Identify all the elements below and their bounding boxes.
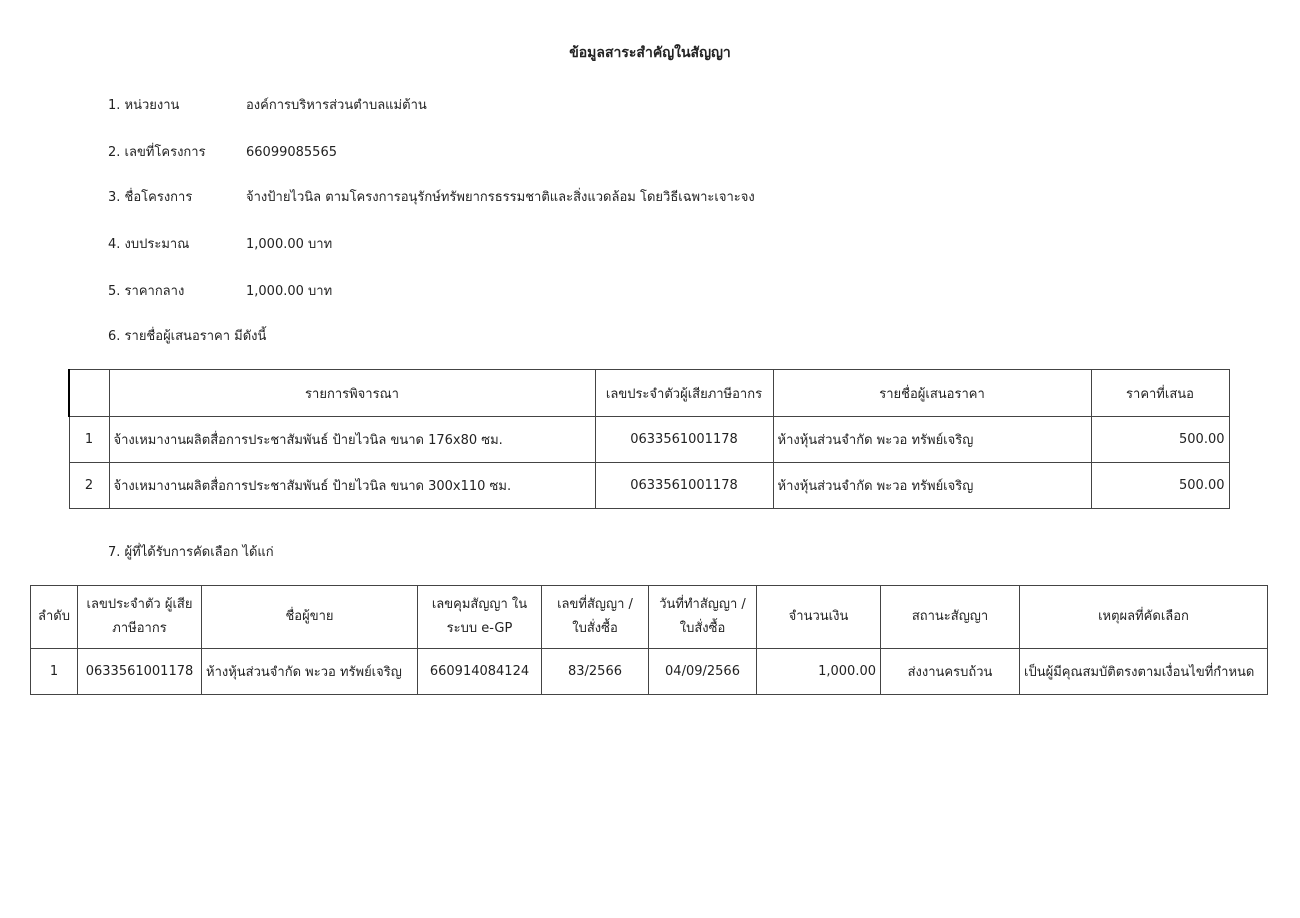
- row-number: 1: [69, 417, 109, 463]
- row-number: 2: [69, 463, 109, 509]
- egp-control-number: 660914084124: [418, 649, 542, 695]
- selection-reason: เป็นผู้มีคุณสมบัติตรงตามเงื่อนไขที่กำหนด: [1020, 649, 1268, 695]
- bidder-name: ห้างหุ้นส่วนจำกัด พะวอ ทรัพย์เจริญ: [773, 463, 1091, 509]
- contract-amount: 1,000.00: [757, 649, 881, 695]
- column-header: เลขประจำตัวผู้เสียภาษีอากร: [595, 370, 773, 417]
- column-header: ราคาที่เสนอ: [1091, 370, 1229, 417]
- winners-section-heading: 7. ผู้ที่ได้รับการคัดเลือก ได้แก่: [108, 545, 274, 560]
- contract-status: ส่งงานครบถ้วน: [881, 649, 1020, 695]
- page-title: ข้อมูลสาระสำคัญในสัญญา: [569, 45, 731, 61]
- offered-price: 500.00: [1091, 463, 1229, 509]
- info-value: 1,000.00 บาท: [246, 237, 333, 252]
- info-value: องค์การบริหารส่วนตำบลแม่ต้าน: [246, 98, 427, 113]
- info-value: จ้างป้ายไวนิล ตามโครงการอนุรักษ์ทรัพยากรธรรมชาติและสิ่งแวดล้อม โดยวิธีเฉพาะเจาะจง: [246, 190, 755, 205]
- column-header: เลขที่สัญญา / ใบสั่งซื้อ: [542, 586, 649, 649]
- column-header: รายการพิจารณา: [109, 370, 595, 417]
- item-description: จ้างเหมางานผลิตสื่อการประชาสัมพันธ์ ป้ายไวนิล ขนาด 300x110 ซม.: [109, 463, 595, 509]
- table-row: [69, 417, 1229, 463]
- table-header-row: [69, 370, 1229, 417]
- info-label: 2. เลขที่โครงการ: [108, 145, 206, 160]
- bidder-name: ห้างหุ้นส่วนจำกัด พะวอ ทรัพย์เจริญ: [773, 417, 1091, 463]
- info-label: 1. หน่วยงาน: [108, 98, 180, 113]
- row-number: 1: [31, 649, 78, 695]
- winners-table: [30, 585, 1268, 695]
- offered-price: 500.00: [1091, 417, 1229, 463]
- column-header: เลขคุมสัญญา ในระบบ e-GP: [418, 586, 542, 649]
- column-header: เหตุผลที่คัดเลือก: [1020, 586, 1268, 649]
- seller-name: ห้างหุ้นส่วนจำกัด พะวอ ทรัพย์เจริญ: [202, 649, 418, 695]
- table-header-row: [31, 586, 1268, 649]
- item-description: จ้างเหมางานผลิตสื่อการประชาสัมพันธ์ ป้ายไวนิล ขนาด 176x80 ซม.: [109, 417, 595, 463]
- info-label: 4. งบประมาณ: [108, 237, 190, 252]
- info-value: 1,000.00 บาท: [246, 284, 333, 299]
- column-header: จำนวนเงิน: [757, 586, 881, 649]
- tax-id: 0633561001178: [595, 417, 773, 463]
- tax-id: 0633561001178: [595, 463, 773, 509]
- bidders-section-heading: 6. รายชื่อผู้เสนอราคา มีดังนี้: [108, 329, 267, 344]
- tax-id: 0633561001178: [78, 649, 202, 695]
- contract-date: 04/09/2566: [649, 649, 757, 695]
- column-header: สถานะสัญญา: [881, 586, 1020, 649]
- bidders-table: [68, 369, 1230, 509]
- info-value: 66099085565: [246, 145, 337, 160]
- column-header: [69, 370, 109, 417]
- column-header: ชื่อผู้ขาย: [202, 586, 418, 649]
- column-header: วันที่ทำสัญญา / ใบสั่งซื้อ: [649, 586, 757, 649]
- info-label: 3. ชื่อโครงการ: [108, 190, 193, 205]
- column-header: รายชื่อผู้เสนอราคา: [773, 370, 1091, 417]
- info-label: 5. ราคากลาง: [108, 284, 185, 299]
- column-header: ลำดับ: [31, 586, 78, 649]
- table-row: [69, 463, 1229, 509]
- contract-number: 83/2566: [542, 649, 649, 695]
- column-header: เลขประจำตัว ผู้เสียภาษีอากร: [78, 586, 202, 649]
- table-row: [31, 649, 1268, 695]
